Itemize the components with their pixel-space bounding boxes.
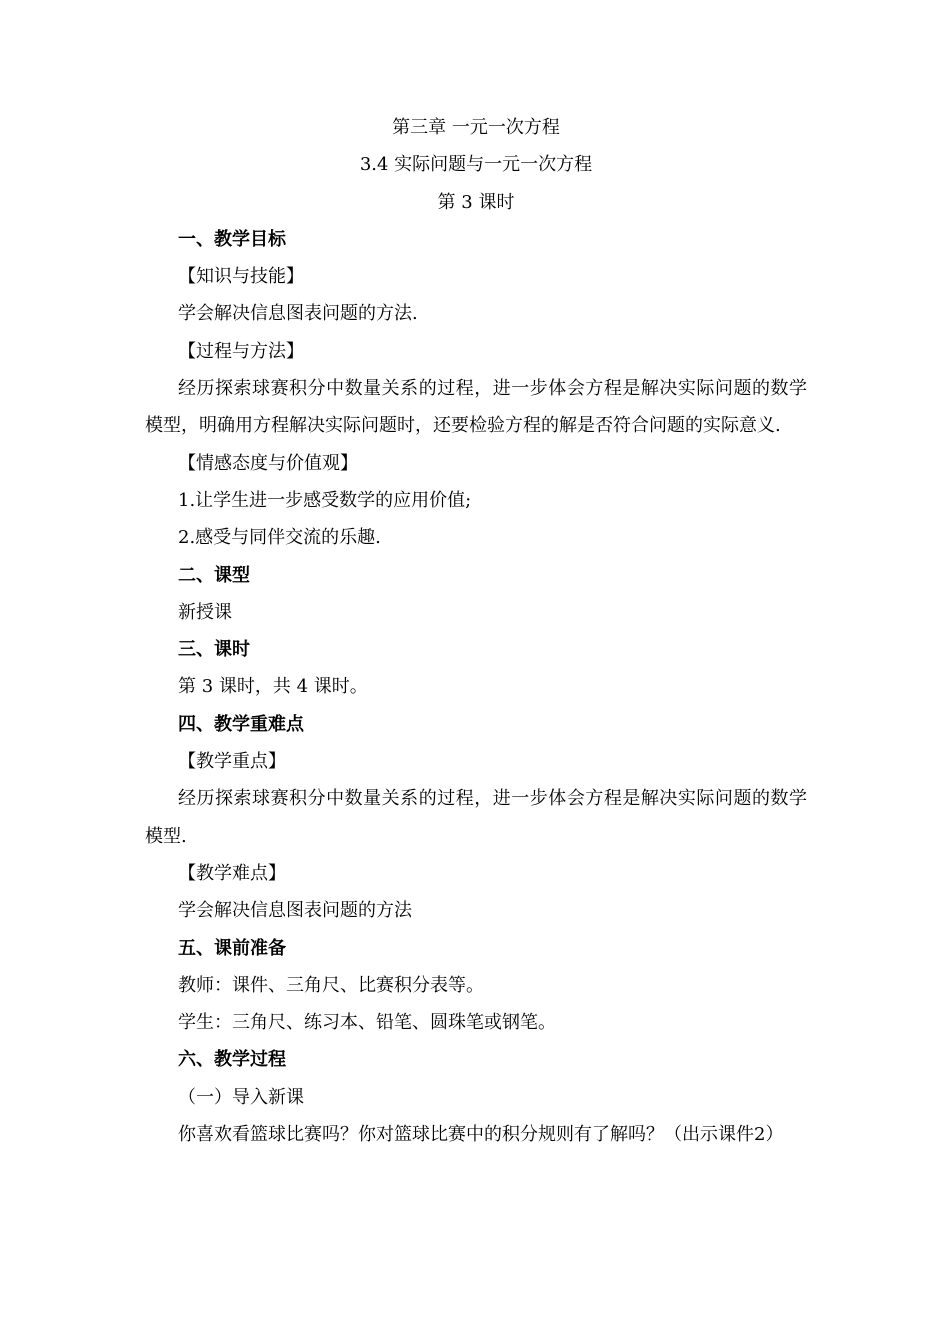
heading-class-hours: 三、课时 <box>178 639 250 661</box>
paragraph: 经历探索球赛积分中数量关系的过程，进一步体会方程是解决实际问题的数学模型. <box>145 788 807 847</box>
lesson-number: 第 3 课时 <box>437 191 515 213</box>
heading-key-difficult-points: 四、教学重难点 <box>178 713 304 735</box>
list-item: 2.感受与同伴交流的乐趣. <box>178 527 381 549</box>
document-body <box>145 109 807 1153</box>
paragraph: 学会解决信息图表问题的方法 <box>178 900 412 922</box>
subheading-emotion-values: 【情感态度与价值观】 <box>178 452 358 474</box>
chapter-title: 第三章 一元一次方程 <box>392 117 560 138</box>
section-title: 3.4 实际问题与一元一次方程 <box>359 154 593 176</box>
heading-lesson-type: 二、课型 <box>178 564 250 586</box>
subheading-difficult-point: 【教学难点】 <box>178 862 286 884</box>
heading-preparation: 五、课前准备 <box>178 937 286 959</box>
paragraph: 新授课 <box>178 601 232 623</box>
paragraph: 你喜欢看篮球比赛吗？你对篮球比赛中的积分规则有了解吗？（出示课件2） <box>178 1124 784 1146</box>
subheading-knowledge-skills: 【知识与技能】 <box>178 266 304 288</box>
subheading-key-point: 【教学重点】 <box>178 751 286 773</box>
paragraph: 经历探索球赛积分中数量关系的过程，进一步体会方程是解决实际问题的数学模型，明确用方程解决实际问题时，还要检验方程的解是否符合问题的实际意义. <box>145 378 807 437</box>
subheading-introduction: （一）导入新课 <box>178 1086 304 1108</box>
paragraph-teacher: 教师：课件、三角尺、比赛积分表等。 <box>178 974 484 996</box>
heading-teaching-goals: 一、教学目标 <box>178 228 286 250</box>
paragraph: 第 3 课时，共 4 课时。 <box>178 676 368 698</box>
paragraph-student: 学生：三角尺、练习本、铅笔、圆珠笔或钢笔。 <box>178 1012 556 1034</box>
subheading-process-method: 【过程与方法】 <box>178 340 304 362</box>
list-item: 1.让学生进一步感受数学的应用价值; <box>178 489 472 511</box>
paragraph: 学会解决信息图表问题的方法. <box>178 303 418 325</box>
heading-teaching-process: 六、教学过程 <box>178 1049 286 1071</box>
